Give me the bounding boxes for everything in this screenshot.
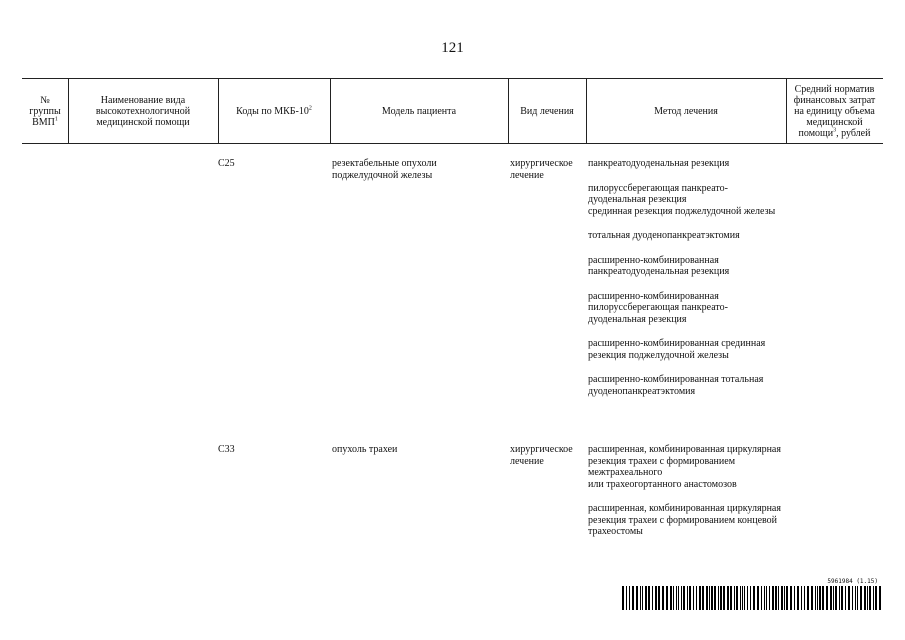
method-list	[588, 444, 784, 551]
row-treatment: хирургическое лечение	[510, 158, 573, 181]
method-item: расширенно-комбинированная тотальная дуоденопанкреатэктомия	[588, 374, 764, 397]
header-treatment	[508, 79, 586, 143]
header-method-text: Метод лечения	[654, 105, 718, 117]
header-model-text: Модель пациента	[381, 105, 457, 117]
table-row	[22, 158, 883, 438]
header-name	[68, 79, 218, 143]
method-item: расширенная, комбинированная циркулярная резекция трахеи с формированием межтрахеального или трахеогортанного анастомозов	[588, 444, 781, 490]
method-item: расширенно-комбинированная срединная резекция поджелудочной железы	[588, 338, 766, 361]
header-cost-tail: , рублей	[836, 127, 871, 139]
method-list	[588, 158, 784, 410]
header-cost-text: Средний норматив финансовых затрат на единицу объема медицинской помощи	[793, 83, 876, 139]
header-codes-text: Коды по МКБ-10	[236, 105, 309, 117]
header-group-no	[22, 79, 68, 143]
method-item: панкреатодуоденальная резекция	[588, 158, 730, 169]
footnote-2: 2	[308, 105, 312, 112]
method-item: расширенно-комбинированная пилоруссберегающая панкреато-дуоденальная резекция	[588, 290, 728, 325]
table-header	[22, 78, 883, 144]
header-name-text: Наименование вида высокотехнологичной медицинской помощи	[95, 94, 191, 128]
method-item: пилоруссберегающая панкреато-дуоденальная резекция срединная резекция поджелудочной железы	[588, 182, 776, 217]
row-code: C33	[218, 444, 235, 455]
method-item: тотальная дуоденопанкреатэктомия	[588, 230, 740, 241]
header-method	[586, 79, 786, 143]
table-row	[22, 444, 883, 564]
row-model: резектабельные опухоли поджелудочной железы	[332, 158, 437, 181]
header-model	[330, 79, 508, 143]
row-treatment: хирургическое лечение	[510, 444, 573, 467]
method-item: расширенная, комбинированная циркулярная резекция трахеи с формированием концевой трахеостомы	[588, 503, 781, 537]
page-number: 121	[441, 40, 464, 56]
barcode	[620, 578, 884, 612]
header-treatment-text: Вид лечения	[520, 105, 574, 117]
row-code: C25	[218, 158, 235, 169]
footnote-3: 3	[833, 127, 837, 134]
row-model: опухоль трахеи	[332, 444, 398, 455]
vmp-table	[22, 78, 883, 537]
barcode-label: 5961984 (1.15)	[827, 578, 878, 585]
barcode-icon	[620, 586, 884, 610]
method-item: расширенно-комбинированная панкреатодуоденальная резекция	[588, 254, 730, 277]
header-codes	[218, 79, 330, 143]
header-cost	[786, 79, 883, 143]
header-group-no-text: № группы ВМП	[29, 94, 61, 128]
footnote-1: 1	[54, 116, 58, 123]
